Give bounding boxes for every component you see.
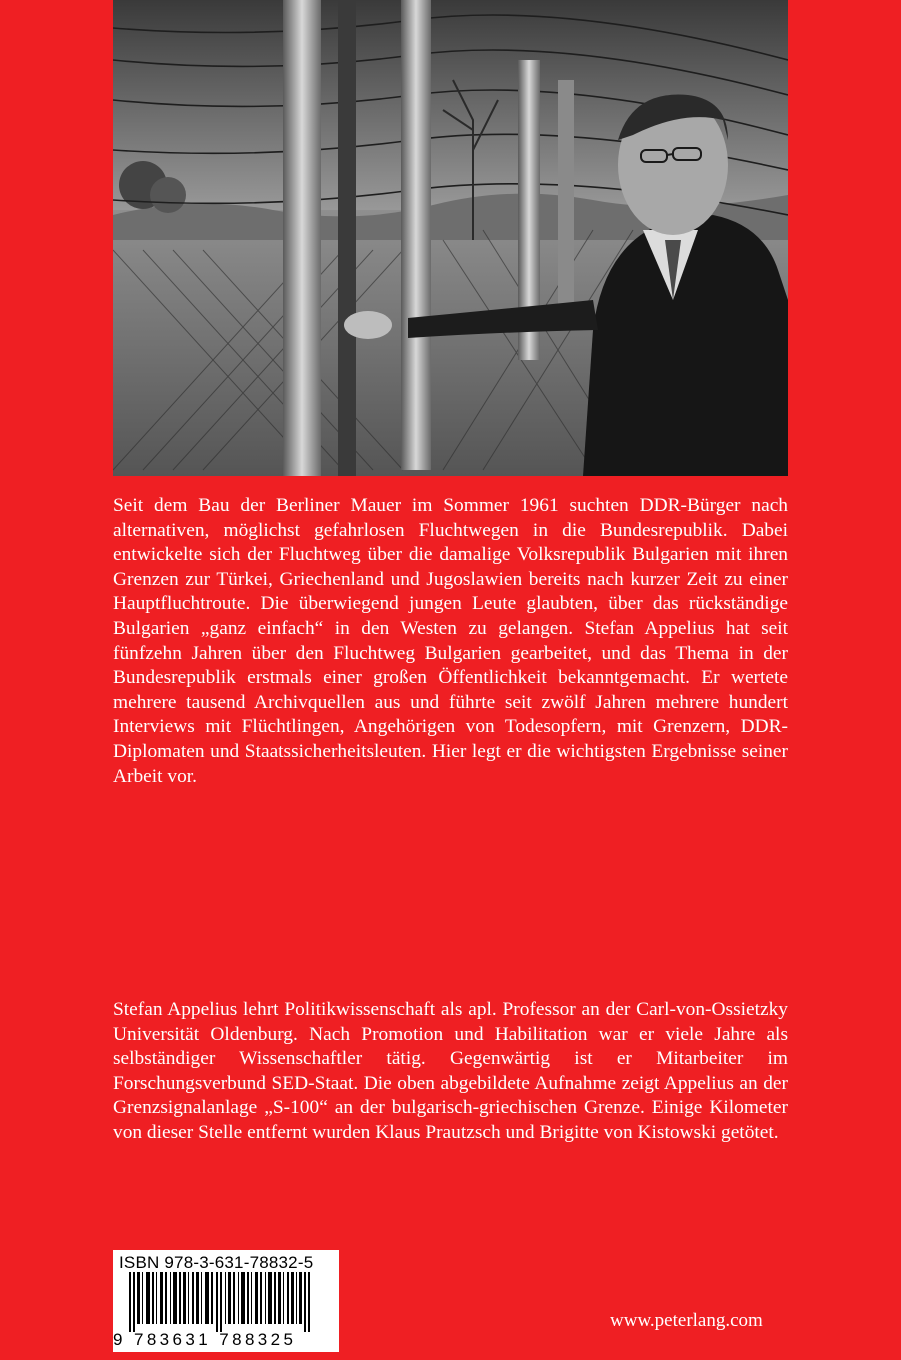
isbn-barcode [113,1250,339,1352]
cover-photo [113,0,788,476]
publisher-website[interactable]: www.peterlang.com [610,1310,763,1331]
isbn-label: ISBN 978-3-631-78832-5 [119,1253,314,1272]
barcode-bars-icon [115,1272,337,1332]
photo-man-at-border-fence-icon [113,0,788,476]
ean-digits: 9 783631 788325 [113,1330,297,1349]
book-description: Seit dem Bau der Berliner Mauer im Sommer 1961 suchten DDR-Bürger nach alternativen, möglichst gefahrlosen Fluchtwegen in die Bundesrepublik. Dabei entwickelte sich der Fluchtweg über die damalige Volksrepublik Bulgarien mit ihren Grenzen zur Türkei, Griechenland und Jugoslawien bereits nach kurzer Zeit zu einer Hauptfluchtroute. Die überwiegend jungen Leute glaubten, über das rückständige Bulgarien „ganz einfach“ in den Westen zu gelangen. Stefan Appelius hat seit fünfzehn Jahren über den Fluchtweg Bulgarien gearbeitet, und das Thema in der Bundesrepublik erstmals einer großen Öffentlichkeit bekanntgemacht. Er wertete mehrere tausend Archivquellen aus und führte seit zwölf Jahren mehrere hundert Interviews mit Flüchtlingen, Angehörigen von Todesopfern, mit Grenzern, DDR-Diplomaten und Staatssicherheitsleuten. Hier legt er die wichtigsten Ergebnisse seiner Arbeit vor. [113,495,788,787]
author-bio: Stefan Appelius lehrt Politikwissenschaft als apl. Professor an der Carl-von-Ossietzky Universität Oldenburg. Nach Promotion und Habilitation war er viele Jahre als selbständiger Wissenschaftler tätig. Gegenwärtig ist er Mitarbeiter im Forschungsverbund SED-Staat. Die oben abgebildete Aufnahme zeigt Appelius an der Grenzsignalanlage „S-100“ an der bulgarisch-griechischen Grenze. Einige Kilometer von dieser Stelle entfernt wurden Klaus Prautzsch und Brigitte von Kistowski getötet. [113,999,788,1143]
